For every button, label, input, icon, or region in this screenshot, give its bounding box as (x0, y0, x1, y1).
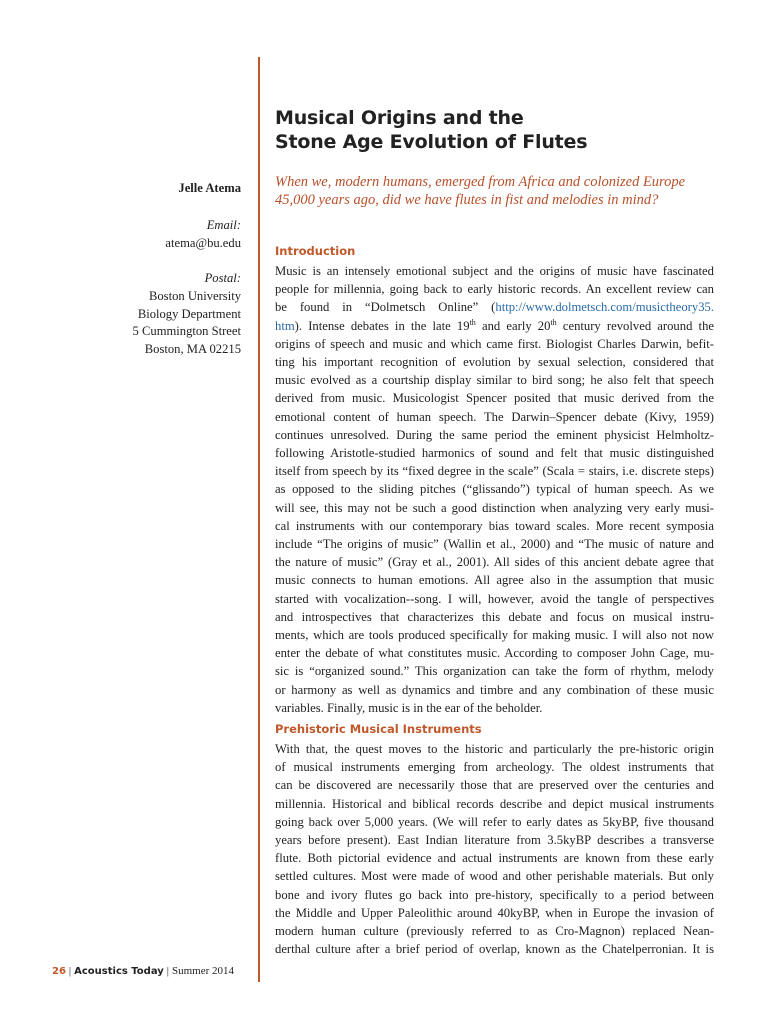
text-line: going back over 5,000 years. (We will refer to early dates as 5kyBP, five thousand (275, 814, 714, 829)
footer-separator: | (68, 965, 72, 977)
text-line: settled cultures. Most were made of wood and other perishable materials. But only (275, 869, 714, 884)
introduction-body (275, 262, 714, 717)
author-name: Jelle Atema (178, 181, 241, 195)
text-line: continues unresolved. During the same period the eminent physicist Helmholtz- (275, 427, 714, 442)
text-line: enter the debate of what constitutes music. According to composer John Cage, mu- (275, 646, 714, 661)
text-line: the nature of music” (Gray et al., 2001). All sides of this ancient debate agree that (275, 555, 714, 570)
text-line: ting his important recognition of evolution by sexual selection, considered that (275, 355, 714, 370)
text-line: will see, this may not be such a good distinction when analyzing very early musi- (275, 500, 714, 515)
dolmetsch-link[interactable]: htm (275, 318, 295, 333)
text-line: can be discovered are necessarily those that are preserved over the centuries and (275, 778, 714, 793)
deck-line: 45,000 years ago, did we have flutes in fist and melodies in mind? (275, 192, 659, 208)
postal-line: Biology Department (137, 306, 241, 321)
column-divider-rule (258, 57, 260, 982)
text-line: music connects to human emotions. All agree also in the assumption that music (275, 573, 714, 588)
article-title-line: Musical Origins and the (275, 107, 524, 129)
text-line: derthal culture after a brief period of overlap, known as the Chatelperronian. It is (275, 942, 714, 957)
text-line: the Middle and Upper Paleolithic around 40kyBP, when in Europe the invasion of (275, 905, 714, 920)
text-line: following Aristotle-studied harmonics of sound and felt that music distinguished (275, 446, 714, 461)
postal-line: 5 Cummington Street (132, 324, 241, 338)
text-line: ments, which are tools produced specifically for making music. I will also not now (275, 628, 714, 643)
text-line: be found in “Dolmetsch Online” (http://www.dolmetsch.com/musictheory35. (275, 300, 714, 315)
text-line: htm). Intense debates in the late 19th and early 20th century revolved around the (275, 317, 714, 333)
text-line: started with vocalization--song. I will, however, avoid the tangle of perspectives (275, 591, 714, 606)
postal-address (0, 288, 241, 358)
text-line: and introspectives that characterizes this debate and focus on musical instru- (275, 609, 714, 624)
text-line: origins of speech and music and which came first. Biologist Charles Darwin, befit- (275, 336, 714, 351)
section-heading-prehistoric: Prehistoric Musical Instruments (275, 722, 482, 736)
footer-separator: | (166, 965, 169, 977)
text-line: derived from music. Musicologist Spencer posited that music derived from the (275, 391, 714, 406)
text-line: of musical instruments emerging from archeology. The oldest instruments that (275, 760, 714, 775)
postal-line: Boston, MA 02215 (144, 341, 241, 356)
article-title (275, 106, 745, 154)
text-line: itself from speech by its “fixed degree in the scale” (Scala = stairs, i.e. discrete steps) (275, 464, 714, 479)
author-email[interactable]: atema@bu.edu (165, 236, 241, 250)
text-line: bone and ivory flutes go back into pre-history, specifically to a period between (275, 887, 714, 902)
dolmetsch-link[interactable]: http://www.dolmetsch.com/musictheory35. (495, 300, 714, 315)
article-deck (275, 173, 745, 209)
text-line: With that, the quest moves to the historic and particularly the pre-historic origin (275, 742, 714, 756)
text-line: modern human culture (previously referred to as Cro-Magnon) replaced Nean- (275, 924, 714, 939)
text-line: include “The origins of music” (Wallin et al., 2000) and “The music of nature and (275, 537, 714, 552)
text-line: as opposed to the sliding pitches (“glissando”) typical of human speech. As we (275, 482, 714, 497)
deck-line: When we, modern humans, emerged from Africa and colonized Europe (275, 174, 686, 190)
text-line: Music is an intensely emotional subject and the origins of music have fascinated (275, 264, 714, 278)
section-heading-introduction: Introduction (275, 244, 356, 258)
article-title-line: Stone Age Evolution of Flutes (275, 131, 588, 153)
text-line: or harmony as well as dynamics and timbre and any combination of these music (275, 682, 714, 697)
text-line: millennia. Historical and biblical records describe and depict musical instruments (275, 796, 714, 811)
postal-line: Boston University (148, 289, 241, 303)
page-footer (52, 964, 234, 979)
text-line: emotional content of human speech. The Darwin–Spencer debate (Kivy, 1959) (275, 409, 714, 424)
text-line: music evolved as a courtship display similar to bird song; he also felt that speech (275, 373, 714, 388)
text-line: cal instruments with our contemporary bias toward scales. More recent symposia (275, 518, 714, 533)
postal-label: Postal: (204, 271, 241, 285)
text-line: variables. Finally, music is in the ear of the beholder. (275, 700, 543, 715)
email-label: Email: (206, 218, 241, 232)
text-line: people for millennia, going back to early historic records. An excellent review can (275, 282, 714, 297)
issue-date: Summer 2014 (172, 965, 235, 977)
text-line: years before present). East Indian literature from 3.5kyBP describes a transverse (275, 833, 714, 848)
prehistoric-body (275, 740, 714, 958)
text-line: flute. Both pictorial evidence and actual instruments are known from these early (275, 851, 714, 866)
publication-name: Acoustics Today (74, 966, 164, 977)
page-number: 26 (52, 966, 66, 977)
text-line: sic is “organized sound.” This organization can take the form of rhythm, melody (275, 664, 714, 679)
